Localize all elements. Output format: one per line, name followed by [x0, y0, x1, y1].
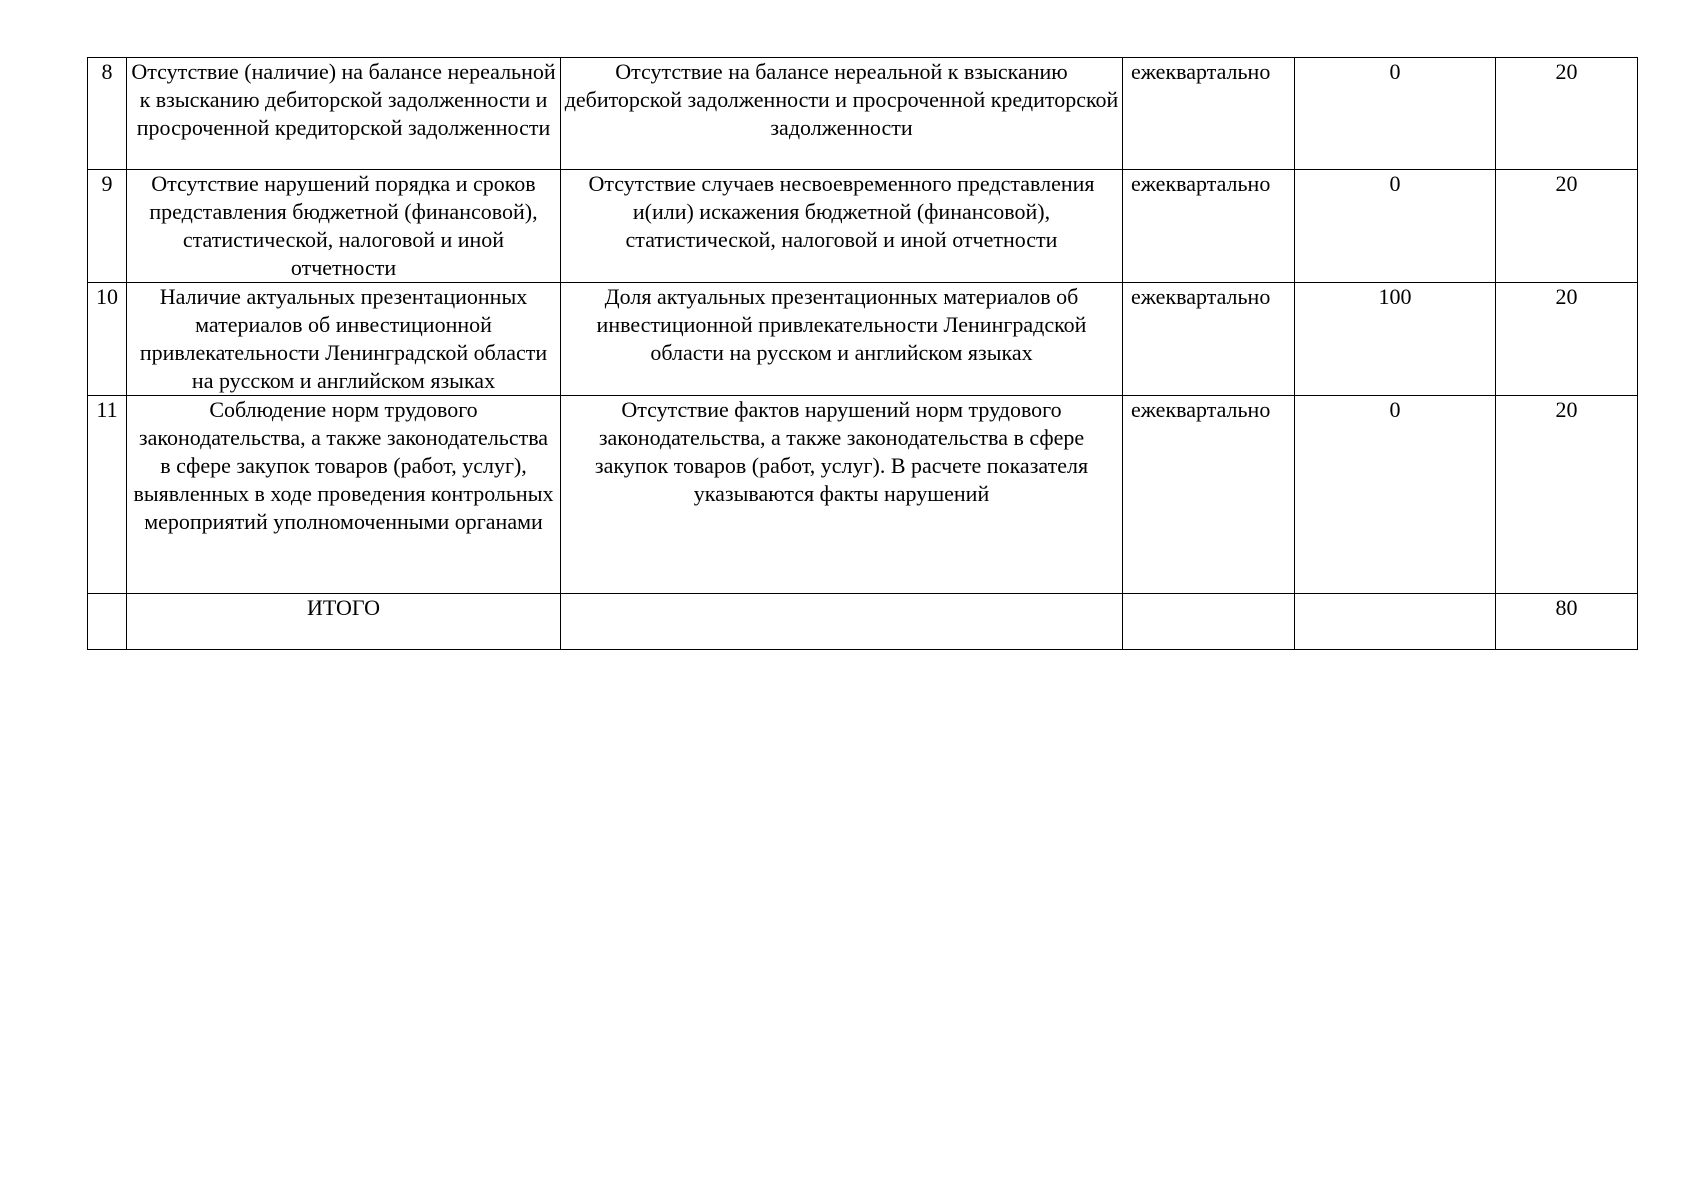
total-points: 80 — [1496, 594, 1638, 650]
row-number: 11 — [88, 396, 127, 594]
indicator-text-part: в сфере закупок товаров (работ, услуг), выявленных в ходе проведения контрольных мероприятий уполномоченными органами — [133, 453, 554, 534]
points-cell: 20 — [1496, 283, 1638, 396]
row-number: 8 — [88, 58, 127, 170]
indicator-text-part: Соблюдение норм трудового законодательства, а также законодательства — [138, 397, 549, 450]
frequency-cell: ежеквартально — [1123, 58, 1295, 170]
empty-cell — [1123, 594, 1295, 650]
frequency-cell: ежеквартально — [1123, 396, 1295, 594]
table-row — [88, 170, 1638, 283]
indicator-cell — [127, 396, 561, 594]
indicator-cell: Отсутствие (наличие) на балансе нереальной к взысканию дебиторской задолженности и просроченной кредиторской задолженности — [127, 58, 561, 170]
points-cell: 20 — [1496, 58, 1638, 170]
value-cell: 100 — [1295, 283, 1496, 396]
criterion-cell: Отсутствие на балансе нереальной к взысканию дебиторской задолженности и просроченной кредиторской задолженности — [561, 58, 1123, 170]
row-number: 10 — [88, 283, 127, 396]
indicators-table — [87, 57, 1638, 650]
empty-cell — [561, 594, 1123, 650]
row-number: 9 — [88, 170, 127, 283]
value-cell: 0 — [1295, 170, 1496, 283]
empty-cell — [1295, 594, 1496, 650]
indicator-cell: Наличие актуальных презентационных материалов об инвестиционной привлекательности Ленинградской области на русском и английском языках — [127, 283, 561, 396]
table-row — [88, 58, 1638, 170]
points-cell: 20 — [1496, 396, 1638, 594]
frequency-cell: ежеквартально — [1123, 283, 1295, 396]
table-row — [88, 396, 1638, 594]
table-row — [88, 283, 1638, 396]
frequency-cell: ежеквартально — [1123, 170, 1295, 283]
indicator-cell: Отсутствие нарушений порядка и сроков представления бюджетной (финансовой), статистической, налоговой и иной отчетности — [127, 170, 561, 283]
criterion-cell: Доля актуальных презентационных материалов об инвестиционной привлекательности Ленинградской области на русском и английском языках — [561, 283, 1123, 396]
criterion-cell: Отсутствие фактов нарушений норм трудового законодательства, а также законодательства в сфере закупок товаров (работ, услуг). В расчете показателя указываются факты нарушений — [561, 396, 1123, 594]
criterion-cell: Отсутствие случаев несвоевременного представления и(или) искажения бюджетной (финансовой), статистической, налоговой и иной отчетности — [561, 170, 1123, 283]
total-label: ИТОГО — [127, 594, 561, 650]
value-cell: 0 — [1295, 396, 1496, 594]
empty-cell — [88, 594, 127, 650]
points-cell: 20 — [1496, 170, 1638, 283]
value-cell: 0 — [1295, 58, 1496, 170]
total-row — [88, 594, 1638, 650]
